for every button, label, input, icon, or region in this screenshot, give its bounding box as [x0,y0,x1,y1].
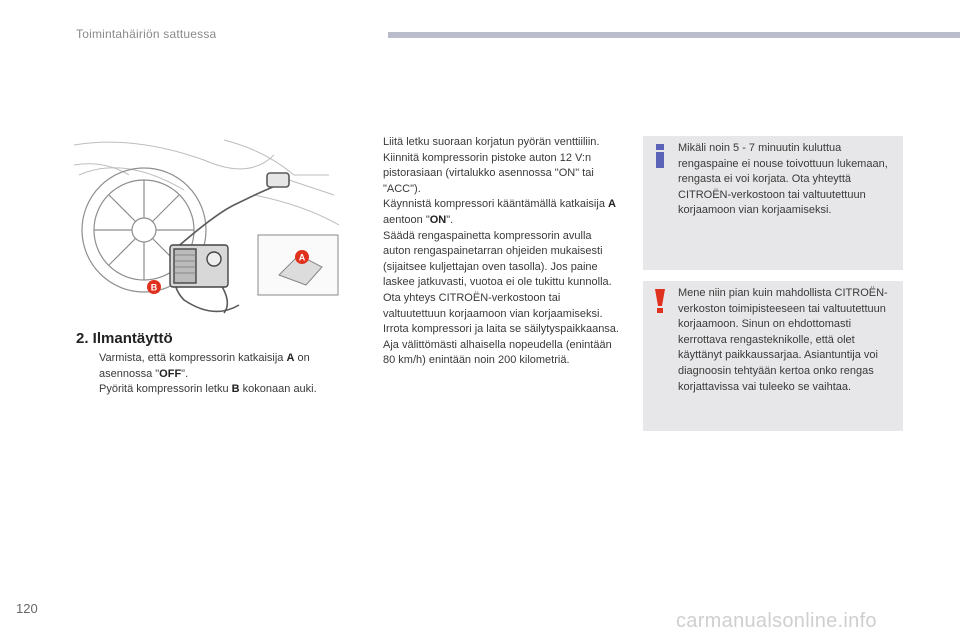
label-b: B [150,282,158,293]
section-title: 2. Ilmantäyttö [76,330,173,347]
info-icon [653,143,667,169]
warning-text: Mene niin pian kuin mahdollista CITROËN-verkoston toimipisteeseen tai valtuutettuun korjaamoon. Sinun on ehdottomasti kerrottava rengasteknikolle, että olet käyttänyt paikkaussarjaa. Asiantuntija voi diagnoosin tehtyään kertoa onko rengas korjattavissa vai tuleeko se vaihtaa. [678,287,888,393]
list-item: Irrota kompressori ja laita se säilytyspaikkaansa. [383,323,619,336]
page-number: 120 [16,601,38,616]
instructions-column-1 [76,351,346,398]
hose-label: B [231,383,240,396]
section-header-title: Toimintahäiriön sattuessa [76,27,217,41]
list-item: Liitä letku suoraan korjatun pyörän venttiiliin. [383,136,600,148]
info-box [643,136,903,270]
list-item: Säädä rengaspainetta kompressorin avulla auton rengaspainetarran ohjeiden mukaisesti (sijaitsee kuljettajan oven tasolla). Jos paine laskee jatkuvasti, vuotoa ei ole tukittu kunnolla. Ota yhteys CITROËN-verkostoon tai valtuutettuun korjaamoon vian korjaamiseksi. [383,229,612,320]
list-item: Kiinnitä kompressorin pistoke auton 12 V:n pistorasiaan (virtalukko asennossa "ON" tai "ACC"). [383,151,594,195]
label-a: A [298,252,306,263]
watermark: carmanualsonline.info [676,610,877,632]
list-item: Aja välittömästi alhaisella nopeudella (enintään 80 km/h) enintään noin 200 kilometriä. [383,338,612,367]
warning-box [643,281,903,431]
list-item: Pyöritä kompressorin letku B kokonaan auki. [99,383,317,396]
instructions-column-2 [360,135,622,369]
exclamation-icon [653,288,667,314]
switch-label: A [608,198,616,211]
switch-state: OFF [159,367,182,380]
header-bar [388,32,960,38]
switch-state: ON [429,213,447,226]
info-text: Mikäli noin 5 - 7 minuutin kuluttua rengaspaine ei nouse toivottuun lukemaan, rengasta ei voi korjata. Ota yhteyttä CITROËN-verkostoon tai valtuutettuun korjaamoon vian korjaamiseksi. [678,142,888,217]
list-item: Käynnistä kompressori kääntämällä katkaisija A aentoon "ON". [383,198,616,226]
switch-label: A [286,352,295,364]
compressor-illustration [74,135,339,325]
list-item: Varmista, että kompressorin katkaisija A on asennossa "OFF". [99,352,310,380]
